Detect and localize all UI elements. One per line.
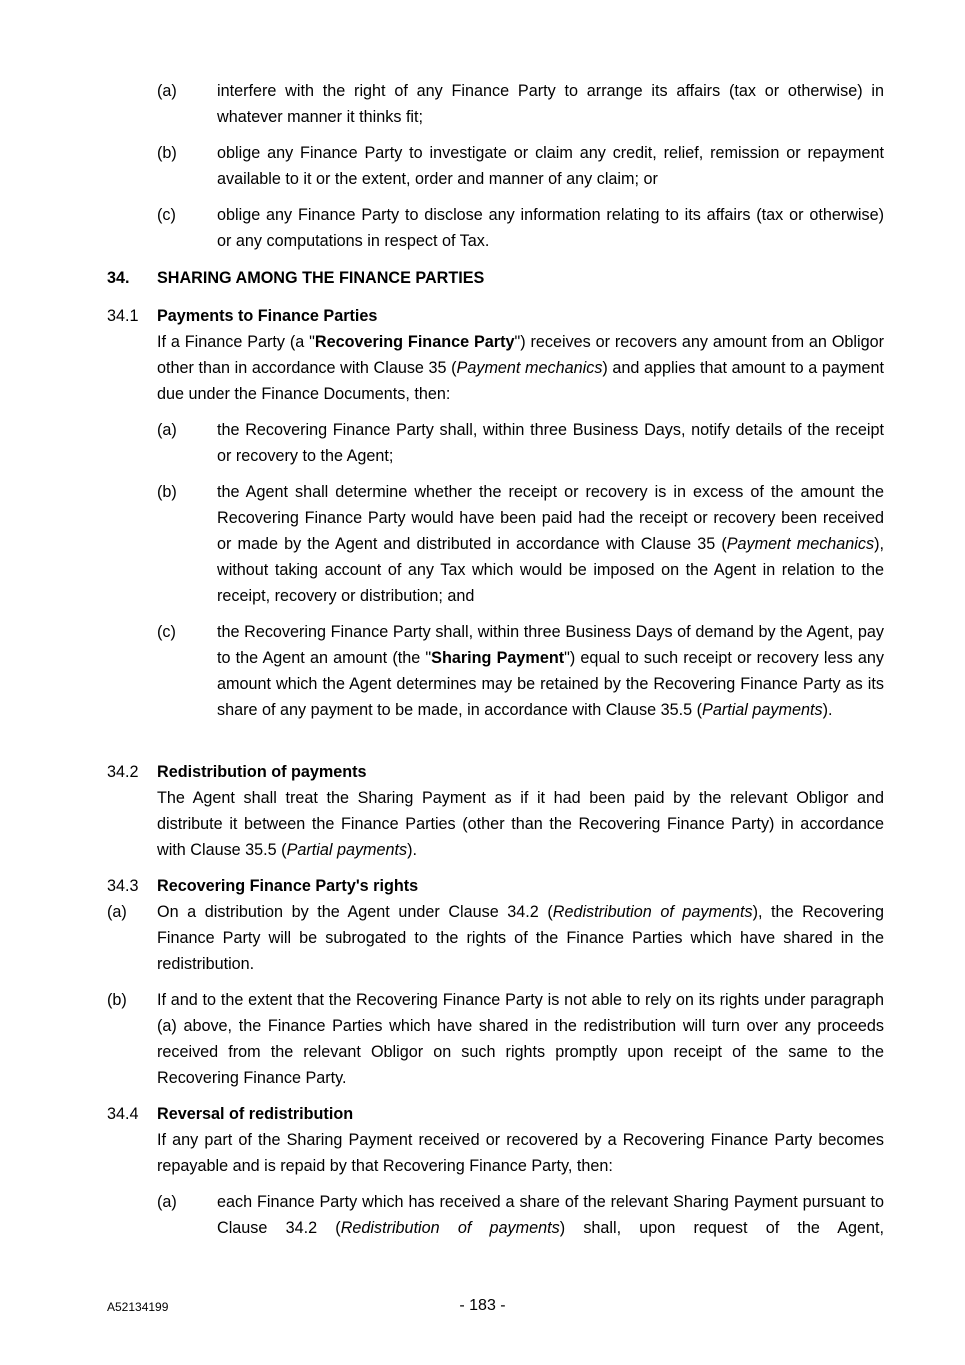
clause-number: 34.	[107, 269, 130, 287]
paragraph-text	[157, 329, 884, 407]
text-run: ).	[407, 841, 418, 859]
item-label: (a)	[107, 903, 127, 921]
item-text: oblige any Finance Party to disclose any information relating to its affairs (tax or otherwise) or any computations in respect of Tax.	[217, 206, 884, 250]
item-label: (b)	[157, 483, 177, 501]
subclause-number: 34.2	[107, 763, 139, 781]
item-label: (b)	[157, 144, 177, 162]
text-run: The Agent shall treat the Sharing Payment as if it had been paid by the relevant Obligor and distribute it between the Finance Parties (other than the Recovering Finance Party) in accordance with Clause 35.5 (	[157, 789, 884, 859]
text-run: the Recovering Finance Party shall, within three Business Days of demand by the Agent, pay to the Agent an amount (the "	[217, 623, 884, 667]
text-run: ) shall, upon request of the Agent,	[559, 1219, 885, 1237]
paragraph-text: If any part of the Sharing Payment received or recovered by a Recovering Finance Party becomes repayable and is repaid by that Recovering Finance Party, then:	[157, 1131, 884, 1175]
subclause-number: 34.4	[107, 1105, 139, 1123]
item-text: interfere with the right of any Finance Party to arrange its affairs (tax or otherwise) in whatever manner it thinks fit;	[217, 82, 884, 126]
defined-term: Recovering Finance Party	[314, 333, 515, 351]
document-reference: A52134199	[107, 1300, 169, 1314]
item-text: If and to the extent that the Recovering Finance Party is not able to rely on its rights under paragraph (a) above, the Finance Parties which have shared in the redistribution will turn over any proceeds received from the relevant Obligor on such rights promptly upon receipt of the same to the Recovering Finance Party.	[157, 991, 884, 1087]
clause-reference: Payment mechanics	[456, 359, 603, 377]
text-run: the Agent shall determine whether the receipt or recovery is in excess of the amount the Recovering Finance Party would have been paid had the receipt or recovery been received or made by the Agent and distributed in accordance with Clause 35 (	[217, 483, 884, 553]
item-text	[217, 479, 884, 609]
subclause-title: Payments to Finance Parties	[157, 307, 378, 325]
item-label: (b)	[107, 991, 127, 1009]
item-label: (c)	[157, 206, 176, 224]
subclause-title: Recovering Finance Party's rights	[157, 877, 419, 895]
text-run: ).	[822, 701, 833, 719]
text-run: ") equal to such receipt or recovery less any amount which the Agent determines may be retained by the Recovering Finance Party as its share of any payment to be made, in accordance with Clause 35.5 (	[217, 649, 884, 719]
item-label: (c)	[157, 623, 176, 641]
subclause-title: Redistribution of payments	[157, 763, 367, 781]
text-run: each Finance Party which has received a share of the relevant Sharing Payment pursuant to Clause 34.2 (	[217, 1193, 884, 1237]
clause-reference: Payment mechanics	[726, 535, 875, 553]
item-text: the Recovering Finance Party shall, within three Business Days, notify details of the receipt or recovery to the Agent;	[217, 421, 884, 465]
clause-reference: Partial payments	[702, 701, 823, 719]
subclause-title: Reversal of redistribution	[157, 1105, 354, 1123]
clause-reference: Redistribution of payments	[340, 1219, 560, 1237]
subclause-number: 34.1	[107, 307, 139, 325]
item-label: (a)	[157, 421, 177, 439]
clause-title: SHARING AMONG THE FINANCE PARTIES	[157, 269, 485, 287]
item-label: (a)	[157, 82, 177, 100]
clause-reference: Partial payments	[286, 841, 408, 859]
item-text	[217, 619, 884, 723]
text-run: On a distribution by the Agent under Clause 34.2 (	[157, 903, 553, 921]
page-number: - 183 -	[459, 1297, 506, 1314]
clause-reference: Redistribution of payments	[552, 903, 753, 921]
text-run: ) and applies that amount to a payment due under the Finance Documents, then:	[157, 359, 884, 403]
item-label: (a)	[157, 1193, 177, 1211]
text-run: ), the Recovering Finance Party will be subrogated to the rights of the Finance Parties which have shared in the redistribution.	[157, 903, 884, 973]
defined-term: Sharing Payment	[431, 649, 565, 667]
item-text: oblige any Finance Party to investigate or claim any credit, relief, remission or repayment available to it or the extent, order and manner of any claim; or	[217, 144, 884, 188]
text-run: ), without taking account of any Tax which would be imposed on the Agent in relation to the receipt, recovery or distribution; and	[217, 535, 884, 605]
text-run: If a Finance Party (a "	[157, 333, 315, 351]
paragraph-text	[157, 785, 884, 863]
item-text	[217, 1189, 884, 1241]
subclause-number: 34.3	[107, 877, 139, 895]
item-text	[157, 899, 884, 977]
text-run: ") receives or recovers any amount from an Obligor other than in accordance with Clause 35 (	[157, 333, 884, 377]
